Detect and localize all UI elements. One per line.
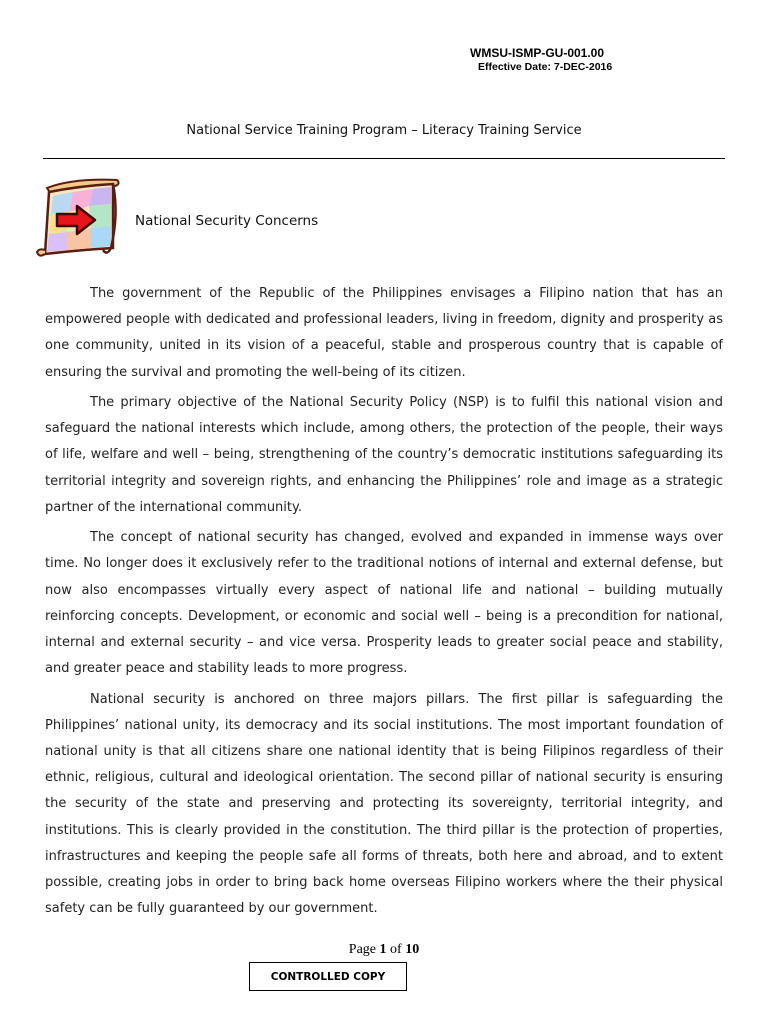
title-divider [43,158,725,159]
page-current: 1 [379,942,387,957]
paragraph: The primary objective of the National Security Policy (NSP) is to fulfil this national vision and safeguard the national interests which include, among others, the protection of the people, their ways of life, welfare and well – being, strengthening of the country’s democratic institutions safeguarding its territorial integrity and sovereign rights, and enhancing the Philippines’ role and image as a strategic partner of the international community. [45,395,723,515]
controlled-copy-label: CONTROLLED COPY [270,970,386,983]
document-title: National Service Training Program – Literacy Training Service [186,123,582,138]
paragraph: The concept of national security has changed, evolved and expanded in immense ways over time. No longer does it exclusively refer to the traditional notions of internal and external defense, but now also encompasses virtually every aspect of national life and national – building mutually reinforcing concepts. Development, or economic and social well – being is a precondition for national, internal and external security – and vice versa. Prosperity leads to greater social peace and stability, and greater peace and stability leads to more progress. [45,530,723,677]
page-total: 10 [405,942,420,957]
document-code: WMSU-ISMP-GU-001.00 [470,46,605,60]
page-of: of [390,942,402,957]
body-text [45,281,723,927]
paragraph: National security is anchored on three majors pillars. The first pillar is safeguarding the Philippines’ national unity, its democracy and its social institutions. The most important foundation of national unity is that all citizens share one national identity that is being Filipinos regardless of their ethnic, religious, cultural and ideological orientation. The second pillar of national security is ensuring the security of the state and preserving and protecting its sovereignty, territorial integrity, and institutions. This is clearly provided in the constitution. The third pillar is the protection of properties, infrastructures and keeping the people safe all forms of threats, both here and abroad, and to extent possible, creating jobs in order to bring back home overseas Filipino workers where the their physical safety can be fully guaranteed by our government. [45,691,723,917]
section-heading: National Security Concerns [135,213,319,229]
effective-date: Effective Date: 7-DEC-2016 [478,61,613,73]
controlled-copy-box [249,962,407,991]
page-label: Page [348,942,377,957]
page-number [0,942,768,958]
arrow-scroll-icon [33,174,121,260]
paragraph: The government of the Republic of the Philippines envisages a Filipino nation that has an empowered people with dedicated and professional leaders, living in freedom, dignity and prosperity as one community, united in its vision of a peaceful, stable and prosperous country that is capable of ensuring the survival and promoting the well-being of its citizen. [45,286,723,380]
